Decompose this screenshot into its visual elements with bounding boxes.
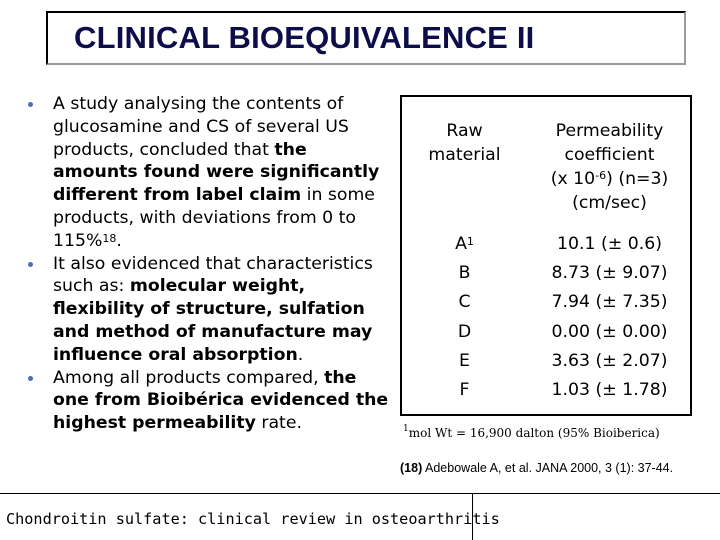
material-label: F — [459, 380, 470, 401]
material-cell — [402, 376, 527, 405]
header-perm-line4: (cm/sec) — [572, 193, 647, 213]
footnote-text: mol Wt = 16,900 dalton (95% Bioiberica) — [408, 426, 660, 440]
material-label: C — [458, 292, 471, 313]
material-column — [402, 230, 527, 405]
header-perm-line3 — [527, 167, 692, 191]
reference-text: Adebowale A, et al. JANA 2000, 3 (1): 37-44. — [422, 461, 674, 475]
permeability-value: 1.03 (± 1.78) — [551, 380, 668, 401]
material-sup: 1 — [466, 235, 474, 248]
bullet-text: 18 — [102, 231, 117, 245]
permeability-value: 10.1 (± 0.6) — [557, 234, 662, 254]
bullet-item — [22, 367, 390, 435]
value-column — [527, 230, 692, 405]
bullet-text: . — [297, 344, 304, 365]
reference-number: (18) — [400, 461, 423, 475]
slide-title: CLINICAL BIOEQUIVALENCE II — [74, 20, 535, 55]
bullet-bold-text: molecular weight, flexibility of structure, sulfation and method of manufacture may influence oral absorption — [53, 276, 373, 365]
material-cell — [402, 259, 527, 288]
header-permeability — [527, 119, 692, 215]
material-label: B — [458, 263, 471, 284]
material-cell — [402, 347, 527, 376]
bullet-text: in some products, with deviations from 0 to 115% — [53, 185, 375, 251]
header-perm-line3-post: ) (n=3) — [606, 169, 669, 189]
header-perm-line2: coefficient — [564, 145, 655, 165]
bullet-text: . — [116, 230, 122, 251]
header-raw-material — [402, 119, 527, 167]
bullet-text: It also evidenced that characteristics such as: — [53, 253, 373, 297]
bullet-list — [22, 93, 390, 435]
reference — [400, 461, 673, 475]
header-raw-line2: material — [428, 145, 501, 165]
material-label: A — [455, 234, 467, 254]
header-raw-line1: Raw — [446, 121, 483, 141]
permeability-value: 3.63 (± 2.07) — [551, 350, 668, 371]
bullet-bold-text: the amounts found were significantly different from label claim — [53, 139, 380, 206]
footer-text: Chondroitin sulfate: clinical review in osteoarthritis — [6, 510, 500, 528]
bullet-text: Among all products compared, — [53, 367, 325, 388]
header-perm-line1: Permeability — [555, 121, 664, 141]
footnote-sup: 1 — [403, 424, 409, 434]
header-perm-line3-pre: (x 10 — [550, 169, 596, 189]
bullet-item — [22, 253, 390, 367]
header-perm-line3-sup: -6 — [595, 169, 607, 182]
bullet-text: A study analysing the contents of glucosamine and CS of several US products, concluded that — [53, 94, 349, 160]
material-cell — [402, 230, 527, 259]
material-cell — [402, 318, 527, 347]
table-footnote — [403, 426, 660, 440]
permeability-table — [400, 95, 692, 416]
material-label: D — [457, 321, 472, 342]
bullet-item — [22, 93, 390, 253]
permeability-value: 7.94 (± 7.35) — [551, 292, 668, 313]
bullet-text: rate. — [255, 413, 302, 434]
material-label: E — [459, 350, 470, 371]
permeability-value: 8.73 (± 9.07) — [551, 263, 668, 284]
permeability-value: 0.00 (± 0.00) — [551, 321, 668, 342]
bullet-bold-text: the one from Bioibérica evidenced the highest permeability — [53, 367, 389, 434]
material-cell — [402, 288, 527, 317]
